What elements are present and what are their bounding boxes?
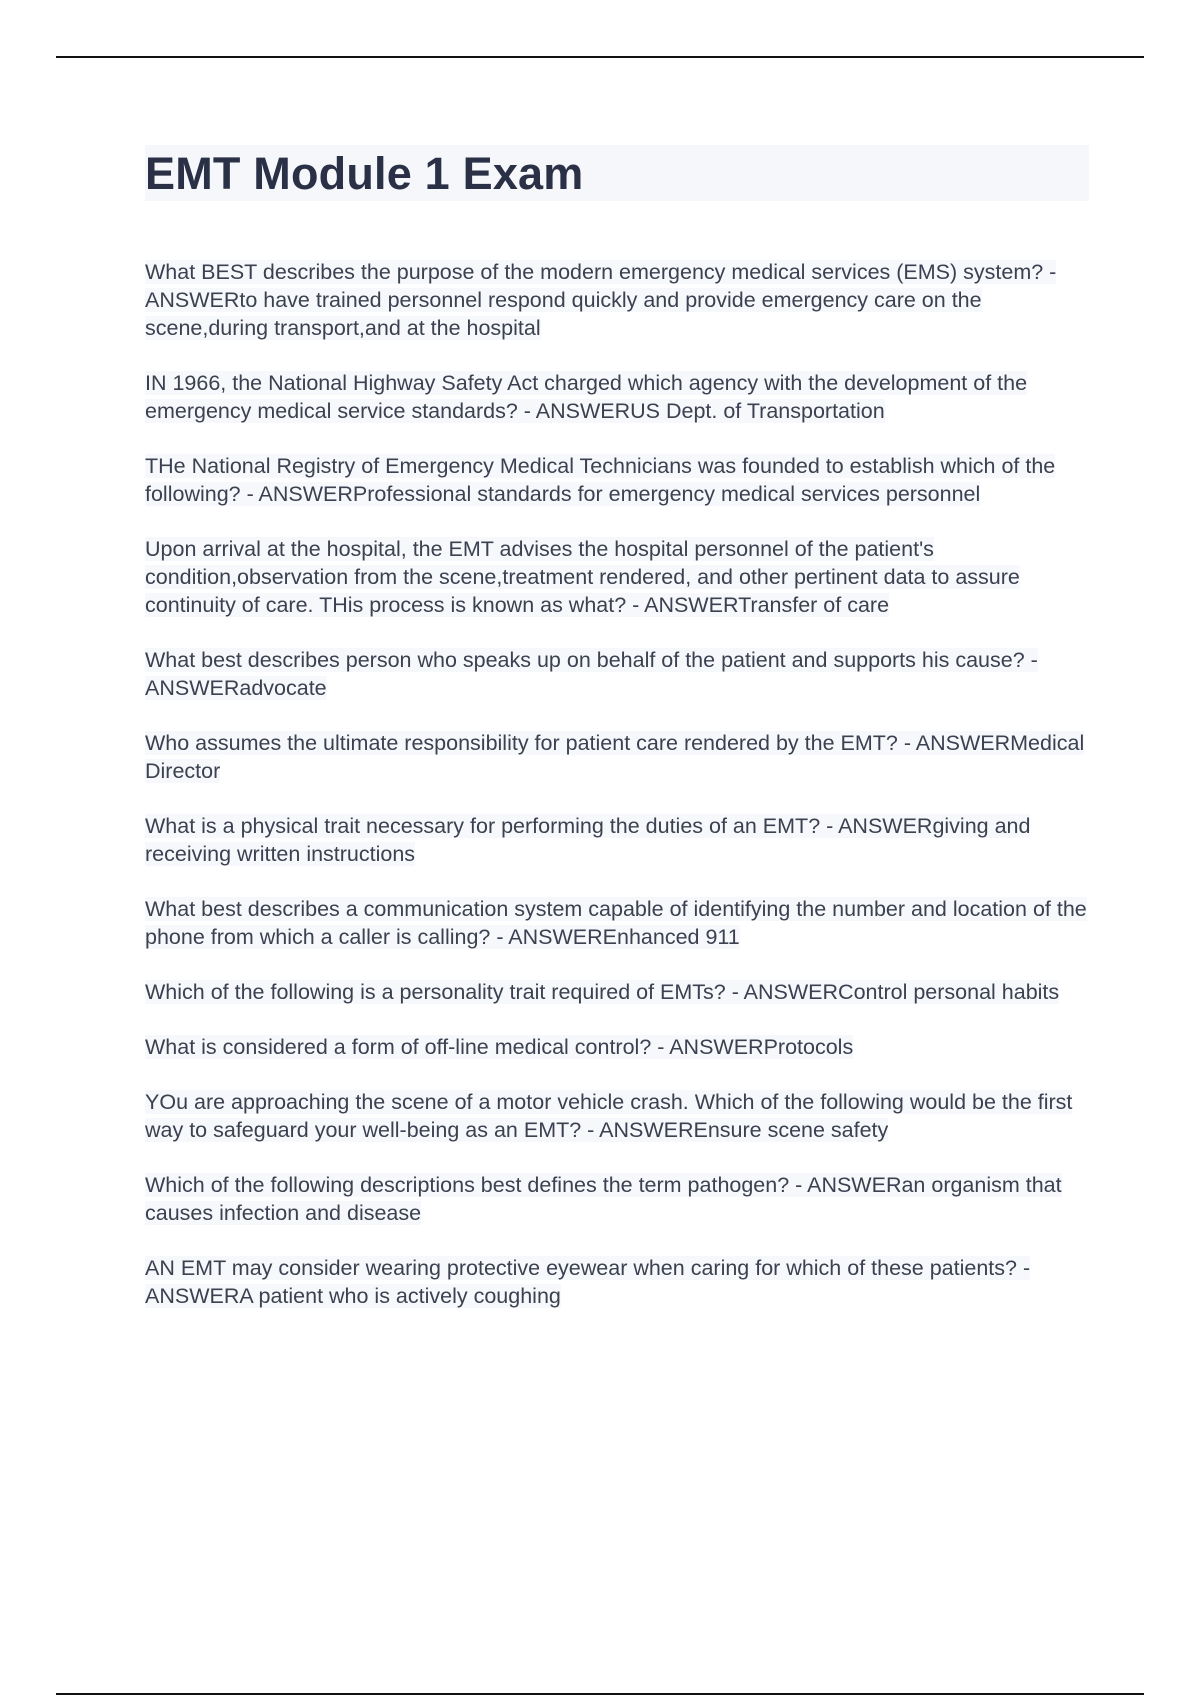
qa-list bbox=[145, 258, 1089, 1310]
qa-item bbox=[145, 1171, 1089, 1227]
qa-item bbox=[145, 535, 1089, 619]
qa-text: Which of the following descriptions best defines the term pathogen? - ANSWERan organism that causes infection and disease bbox=[145, 1173, 1062, 1225]
qa-text: What best describes person who speaks up on behalf of the patient and supports his cause? - ANSWERadvocate bbox=[145, 648, 1038, 700]
qa-item bbox=[145, 258, 1089, 342]
qa-item bbox=[145, 646, 1089, 702]
qa-text: What is a physical trait necessary for performing the duties of an EMT? - ANSWERgiving and receiving written instructions bbox=[145, 814, 1031, 866]
qa-text: YOu are approaching the scene of a motor vehicle crash. Which of the following would be the first way to safeguard your well-being as an EMT? - ANSWEREnsure scene safety bbox=[145, 1090, 1073, 1142]
qa-text: Which of the following is a personality trait required of EMTs? - ANSWERControl personal habits bbox=[145, 980, 1060, 1004]
qa-item bbox=[145, 1088, 1089, 1144]
document-body bbox=[145, 145, 1089, 1337]
qa-item bbox=[145, 978, 1089, 1006]
qa-item bbox=[145, 1254, 1089, 1310]
page-title: EMT Module 1 Exam bbox=[145, 147, 584, 199]
qa-item bbox=[145, 729, 1089, 785]
bottom-rule bbox=[56, 1693, 1144, 1695]
qa-text: What BEST describes the purpose of the modern emergency medical services (EMS) system? - ANSWERto have trained personnel respond quickly and provide emergency care on the scene,during transport,and at the hospital bbox=[145, 260, 1057, 340]
qa-text: Who assumes the ultimate responsibility for patient care rendered by the EMT? - ANSWERMedical Director bbox=[145, 731, 1085, 783]
qa-text: Upon arrival at the hospital, the EMT advises the hospital personnel of the patient's condition,observation from the scene,treatment rendered, and other pertinent data to assure continuity of care. THis process is known as what? - ANSWERTransfer of care bbox=[145, 537, 1020, 617]
qa-text: IN 1966, the National Highway Safety Act charged which agency with the development of the emergency medical service standards? - ANSWERUS Dept. of Transportation bbox=[145, 371, 1028, 423]
qa-text: AN EMT may consider wearing protective eyewear when caring for which of these patients? - ANSWERA patient who is actively coughing bbox=[145, 1256, 1031, 1308]
qa-text: What best describes a communication system capable of identifying the number and location of the phone from which a caller is calling? - ANSWEREnhanced 911 bbox=[145, 897, 1087, 949]
qa-text: What is considered a form of off-line medical control? - ANSWERProtocols bbox=[145, 1035, 854, 1059]
qa-text: THe National Registry of Emergency Medical Technicians was founded to establish which of the following? - ANSWERProfessional standards for emergency medical services personnel bbox=[145, 454, 1056, 506]
qa-item bbox=[145, 1033, 1089, 1061]
qa-item bbox=[145, 812, 1089, 868]
title-band bbox=[145, 145, 1089, 201]
qa-item bbox=[145, 895, 1089, 951]
qa-item bbox=[145, 369, 1089, 425]
qa-item bbox=[145, 452, 1089, 508]
top-rule bbox=[56, 56, 1144, 58]
